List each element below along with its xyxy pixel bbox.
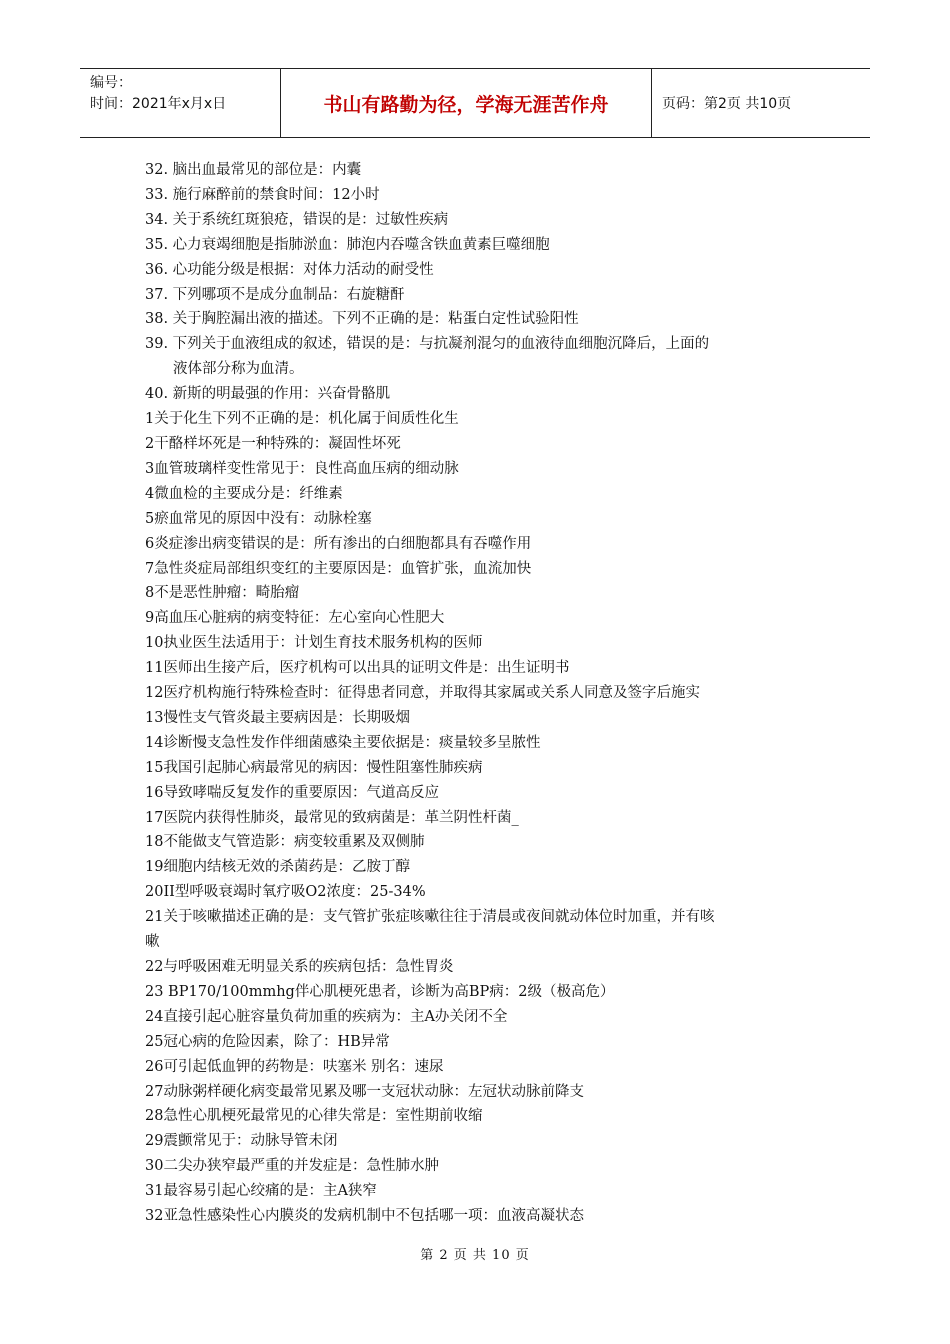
document-line: 24直接引起心脏容量负荷加重的疾病为：主A办关闭不全 [145,1008,508,1025]
document-line: 5瘀血常见的原因中没有：动脉栓塞 [145,510,372,527]
document-line: 39. 下列关于血液组成的叙述，错误的是：与抗凝剂混匀的血液待血细胞沉降后，上面的 [145,336,710,353]
document-line: 36. 心功能分级是根据：对体力活动的耐受性 [145,261,434,278]
document-line: 21关于咳嗽描述正确的是：支气管扩张症咳嗽往往于清晨或夜间就动体位时加重，并有咳 [145,909,715,926]
document-line: 13慢性支气管炎最主要病因是：长期吸烟 [145,709,410,726]
document-line: 1关于化生下列不正确的是：机化属于间质性化生 [145,411,459,428]
page-header [80,68,870,138]
document-line: 20II型呼吸衰竭时氧疗吸O2浓度：25-34% [145,884,426,901]
document-line: 22与呼吸困难无明显关系的疾病包括：急性胃炎 [145,959,454,975]
document-line: 29震颤常见于：动脉导管未闭 [145,1133,338,1150]
number-label: 编号： [90,75,132,91]
document-line: 液体部分称为血清。 [173,361,304,378]
document-line: 33. 施行麻醉前的禁食时间：12小时 [145,186,380,203]
document-line: 18不能做支气管造影：病变较重累及双侧肺 [145,834,425,851]
document-line: 17医院内获得性肺炎，最常见的致病菌是：革兰阴性杆菌_ [145,809,519,826]
time-label: 时间：2021年x月x日 [90,96,227,112]
document-line: 4微血检的主要成分是：纤维素 [145,485,343,502]
document-line: 27动脉粥样硬化病变最常见累及哪一支冠状动脉：左冠状动脉前降支 [145,1083,584,1100]
header-page-info: 页码：第2页 共10页 [662,96,792,112]
document-line: 38. 关于胸腔漏出液的描述。下列不正确的是：粘蛋白定性试验阳性 [145,311,579,328]
document-line: 10执业医生法适用于：计划生育技术服务机构的医师 [145,635,483,652]
document-line: 11医师出生接产后，医疗机构可以出具的证明文件是：出生证明书 [145,660,570,677]
document-line: 14诊断慢支急性发作伴细菌感染主要依据是：痰量较多呈脓性 [145,734,541,751]
document-line: 15我国引起肺心病最常见的病因：慢性阻塞性肺疾病 [145,759,483,776]
document-line: 30二尖办狭窄最严重的并发症是：急性肺水肿 [145,1158,439,1175]
document-line: 28急性心肌梗死最常见的心律失常是：室性期前收缩 [145,1108,483,1125]
document-line: 7急性炎症局部组织变红的主要原因是：血管扩张，血流加快 [145,560,532,577]
page-footer: 第 2 页 共 10 页 [420,1248,530,1263]
document-body [145,158,815,1229]
document-line: 16导致哮喘反复发作的重要原因：气道高反应 [145,784,439,801]
document-line: 8不是恶性肿瘤：畸胎瘤 [145,585,300,602]
document-line: 34. 关于系统红斑狼疮，错误的是：过敏性疾病 [145,211,449,228]
document-line: 3血管玻璃样变性常见于：良性高血压病的细动脉 [145,460,459,477]
document-line: 2干酪样坏死是一种特殊的：凝固性坏死 [145,435,401,452]
document-line: 9高血压心脏病的病变特征：左心室向心性肥大 [145,610,445,627]
document-line: 26可引起低血钾的药物是：呋塞米 别名：速尿 [145,1058,444,1075]
document-line: 6炎症渗出病变错误的是：所有渗出的白细胞都具有吞噬作用 [145,535,532,552]
document-line: 32. 脑出血最常见的部位是：内囊 [145,162,362,178]
document-line: 40. 新斯的明最强的作用：兴奋骨骼肌 [145,386,391,403]
document-line: 12医疗机构施行特殊检查时：征得患者同意，并取得其家属或关系人同意及签字后施实 [145,685,700,702]
header-motto: 书山有路勤为径，学海无涯苦作舟 [281,69,652,137]
document-line: 25冠心病的危险因素，除了：HB异常 [145,1033,390,1050]
document-line: 31最容易引起心绞痛的是：主A狭窄 [145,1183,377,1200]
document-line: 23 BP170/100mmhg伴心肌梗死患者，诊断为高BP病：2级（极高危） [145,983,615,1000]
document-line: 37. 下列哪项不是成分血制品：右旋糖酐 [145,286,405,303]
document-line: 19细胞内结核无效的杀菌药是：乙胺丁醇 [145,859,410,876]
document-line: 32亚急性感染性心内膜炎的发病机制中不包括哪一项：血液高凝状态 [145,1208,584,1225]
header-meta [80,69,281,137]
document-line: 35. 心力衰竭细胞是指肺淤血：肺泡内吞噬含铁血黄素巨噬细胞 [145,236,550,253]
document-line: 嗽 [145,934,160,951]
